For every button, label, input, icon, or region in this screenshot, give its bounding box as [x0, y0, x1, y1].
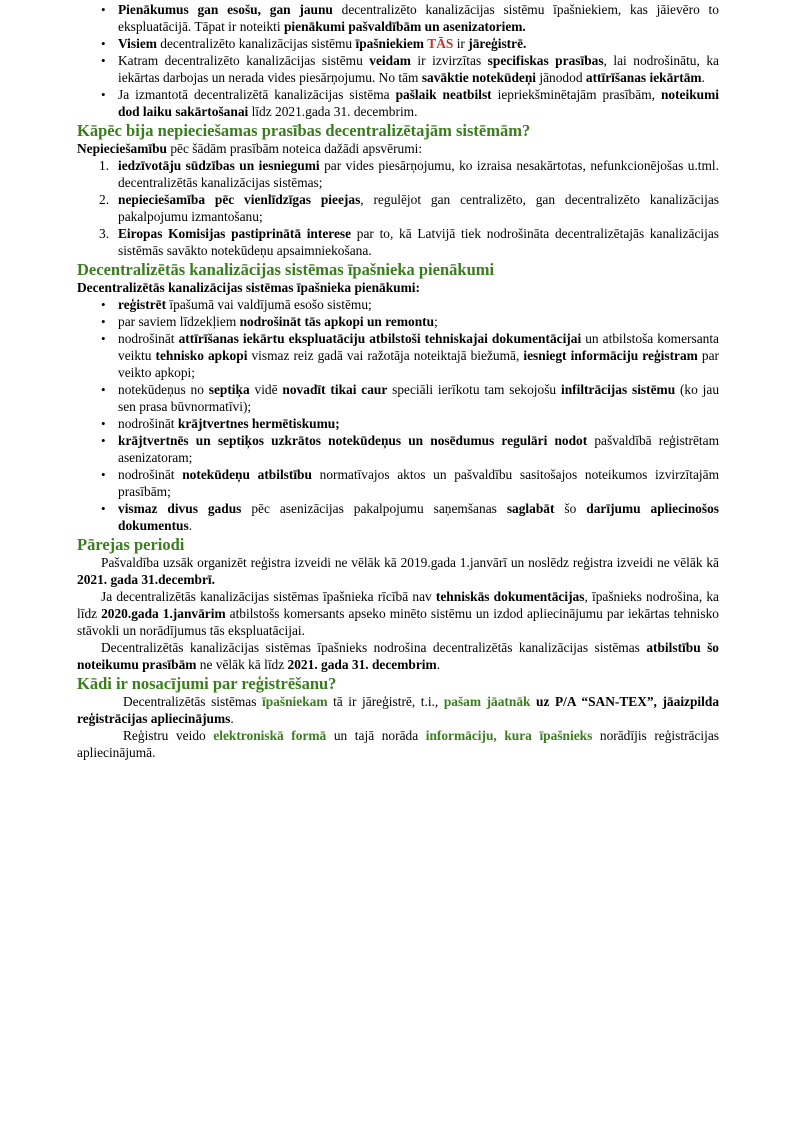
list-item: • par saviem līdzekļiem nodrošināt tās apkopi un remontu;	[77, 313, 719, 330]
list-item: • nodrošināt notekūdeņu atbilstību normatīvajos aktos un pašvaldību sasitošajos noteikumos izvirzītajām prasībām;	[77, 466, 719, 500]
section-intro: Nepieciešamību pēc šādām prasībām noteica dažādi apsvērumi:	[77, 141, 423, 156]
list-item: • Visiem decentralizēto kanalizācijas sistēmu īpašniekiem TĀS ir jāreģistrē.	[77, 35, 719, 52]
paragraph: Decentralizētās sistēmas īpašniekam tā ir jāreģistrē, t.i., pašam jāatnāk uz P/A “SAN-TEX”, jāaizpilda reģistrācijas apliecinājums.	[77, 694, 720, 726]
list-item: 3. Eiropas Komisijas pastiprinātā interese par to, kā Latvijā tiek nodrošināta decentralizētajās kanalizācijas sistēmās savākto notekūdeņu apsaimniekošana.	[99, 226, 719, 258]
reasons-list	[77, 157, 719, 259]
paragraph: Pašvaldība uzsāk organizēt reģistra izveidi ne vēlāk kā 2019.gada 1.janvārī un noslēdz reģistra izveidi ne vēlāk kā 2021. gada 31.decembrī.	[77, 555, 719, 587]
list-item: • krājtvertnēs un septiķos uzkrātos notekūdeņus un nosēdumus regulāri nodot pašvaldībā reģistrētam asenizatoram;	[77, 432, 719, 466]
list-item: • Pienākumus gan esošu, gan jaunu decentralizēto kanalizācijas sistēmu īpašniekiem, kas jāievēro to ekspluatācijā. Tāpat ir noteikti pienākumi pašvaldībām un asenizatoriem.	[77, 1, 719, 35]
section-heading-duties: Decentralizētās kanalizācijas sistēmas īpašnieka pienākumi	[77, 260, 495, 279]
list-item: 1. iedzīvotāju sūdzības un iesniegumi par vides piesārņojumu, ko izraisa nesakārtotas, nefunkcionējošas u.tml. decentralizētās kanalizācijas sistēmas;	[99, 158, 719, 190]
list-item: 2. nepieciešamība pēc vienlīdzīgas pieejas, regulējot gan centralizēto, gan decentralizēto kanalizācijas pakalpojumu izmantošanu;	[99, 192, 719, 224]
section-heading-transition: Pārejas periodi	[77, 535, 185, 554]
list-item: • reģistrēt īpašumā vai valdījumā esošo sistēmu;	[77, 296, 719, 313]
section-subheading: Decentralizētās kanalizācijas sistēmas īpašnieka pienākumi:	[77, 280, 420, 295]
paragraph: Ja decentralizētās kanalizācijas sistēmas īpašnieka rīcībā nav tehniskās dokumentācijas, īpašnieks nodrošina, ka līdz 2020.gada 1.janvārim atbilstošs komersants apseko minēto sistēmu un izdod apliecinājumu par iekārtas tehnisko stāvokli un norādījumus tās ekspluatācijai.	[77, 589, 719, 638]
top-bullet-list	[77, 1, 719, 120]
list-item: • Ja izmantotā decentralizētā kanalizācijas sistēma pašlaik neatbilst iepriekšminētajām prasībām, noteikumi dod laiku sakārtošanai līdz 2021.gada 31. decembrim.	[77, 86, 719, 120]
section-heading-registration: Kādi ir nosacījumi par reģistrēšanu?	[77, 674, 337, 693]
list-item: • nodrošināt attīrīšanas iekārtu ekspluatāciju atbilstoši tehniskajai dokumentācijai un atbilstoša komersanta veiktu tehnisko apkopi vismaz reiz gadā vai ražotāja noteiktajā biežumā, iesniegt informāciju reģistram par veikto apkopi;	[77, 330, 719, 381]
paragraph: Decentralizētās kanalizācijas sistēmas īpašnieks nodrošina decentralizētās kanalizācijas sistēmas atbilstību šo noteikumu prasībām ne vēlāk kā līdz 2021. gada 31. decembrim.	[77, 640, 719, 672]
list-item: • Katram decentralizēto kanalizācijas sistēmu veidam ir izvirzītas specifiskas prasības, lai nodrošinātu, ka iekārtas darbojas un nerada vides piesārņojumu. No tām savāktie notekūdeņi jānodod attīrīšanas iekārtām.	[77, 52, 719, 86]
list-item: • nodrošināt krājtvertnes hermētiskumu;	[77, 415, 719, 432]
list-item: • vismaz divus gadus pēc asenizācijas pakalpojumu saņemšanas saglabāt šo darījumu apliecinošos dokumentus.	[77, 500, 719, 534]
section-heading-why: Kāpēc bija nepieciešamas prasības decentralizētajām sistēmām?	[77, 121, 531, 140]
document-page	[77, 0, 719, 761]
duties-list	[77, 296, 719, 534]
list-item: • notekūdeņus no septiķa vidē novadīt tikai caur speciāli ierīkotu tam sekojošu infiltrācijas sistēmu (ko jau sen prasa būvnormatīvi);	[77, 381, 719, 415]
paragraph: Reģistru veido elektroniskā formā un tajā norāda informāciju, kura īpašnieks norādījis reģistrācijas apliecinājumā.	[77, 728, 720, 760]
